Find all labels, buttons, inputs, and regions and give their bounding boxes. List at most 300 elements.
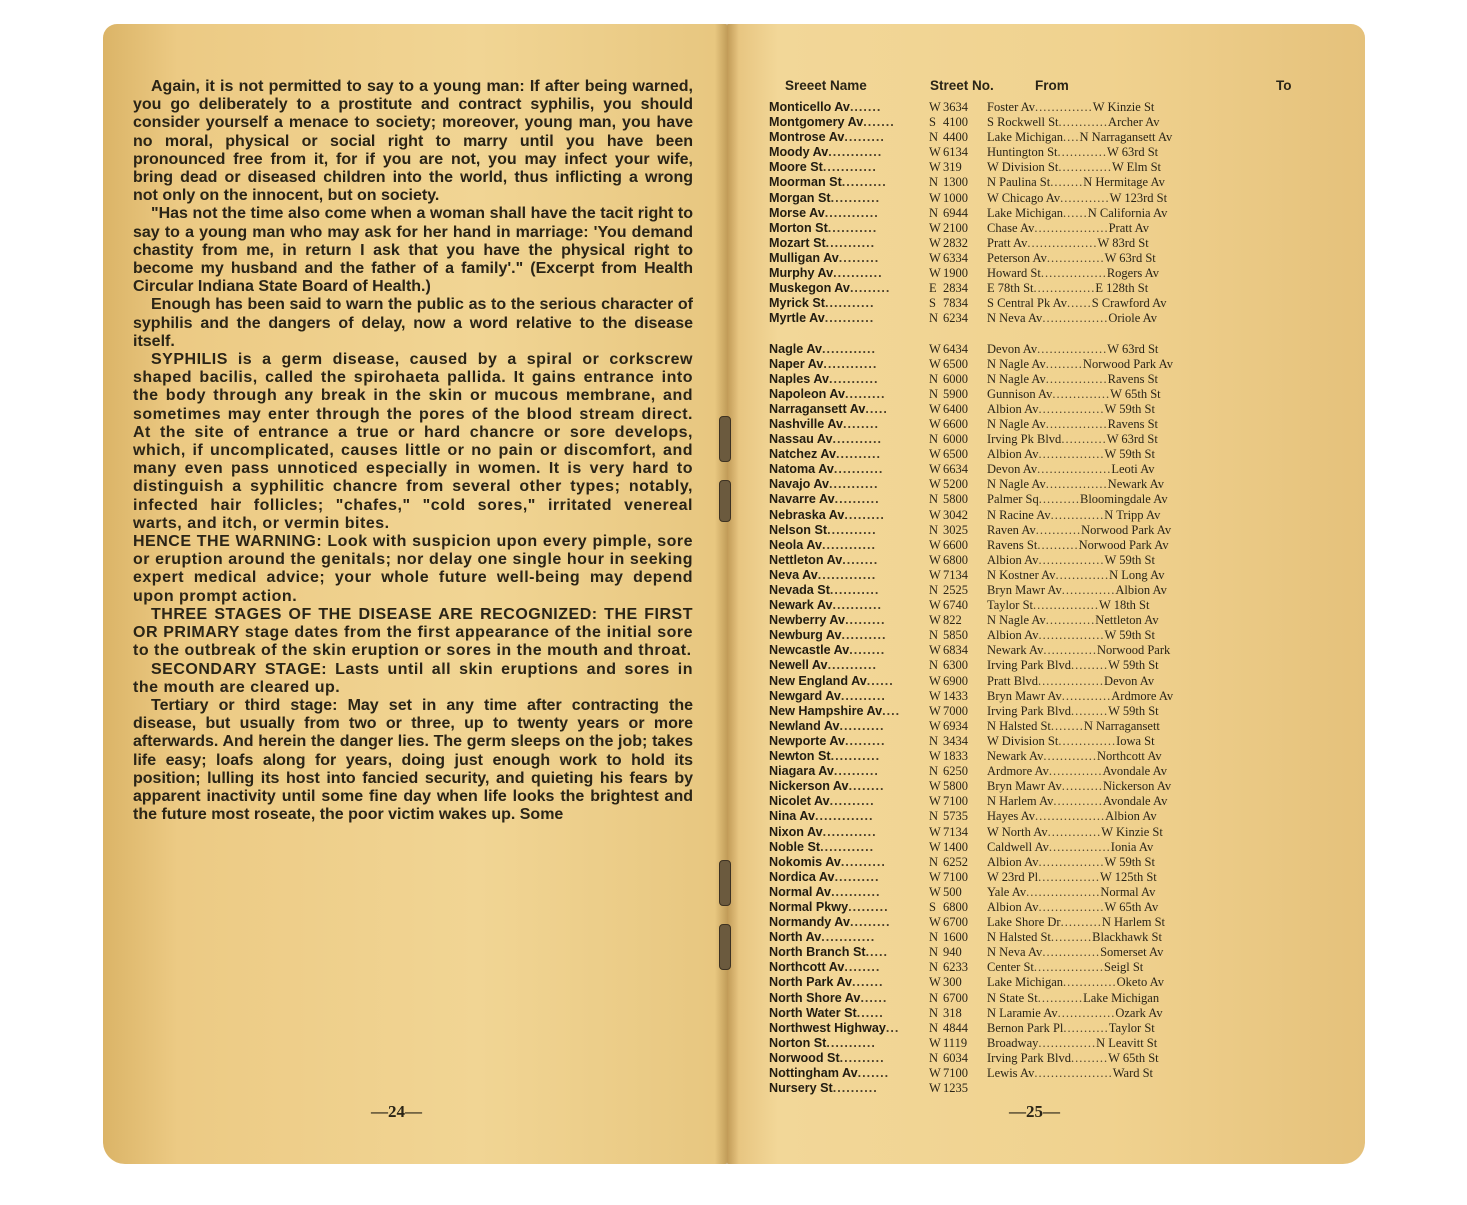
table-row	[769, 1006, 1329, 1021]
street-from: Bryn Mawr Av	[987, 779, 1062, 794]
street-direction: W	[929, 749, 941, 764]
street-from: Albion Av	[987, 401, 1039, 416]
street-name	[769, 885, 929, 900]
street-from: Newark Av	[987, 749, 1044, 764]
leader-dots: ............	[821, 341, 876, 356]
street-from-to	[987, 175, 1277, 190]
table-row	[769, 915, 1329, 930]
street-name	[769, 794, 929, 809]
leader-dots: ..........	[839, 1050, 885, 1065]
street-name	[769, 613, 929, 628]
street-number: 4400	[943, 130, 968, 145]
street-direction: W	[929, 703, 941, 718]
street-from: N Racine Av	[987, 507, 1051, 522]
street-name	[769, 236, 929, 251]
street-name	[769, 311, 929, 326]
street-name-text: Nickerson Av	[769, 779, 849, 794]
table-row	[769, 191, 1329, 206]
leader-dots: .......	[852, 975, 884, 990]
street-name-text: Newell Av	[769, 658, 828, 673]
street-name	[769, 960, 929, 975]
street-number: 318	[943, 1005, 962, 1020]
section-gap	[769, 326, 1329, 341]
street-from: Yale Av	[987, 884, 1027, 899]
street-direction: N	[929, 175, 939, 190]
street-from: Ravens St	[987, 537, 1038, 552]
table-row	[769, 115, 1329, 130]
street-direction: N	[929, 205, 939, 220]
street-name-text: Narragansett Av	[769, 401, 866, 416]
street-number: 6944	[943, 205, 968, 220]
street-to: W 59th St	[1104, 401, 1155, 416]
street-name-text: Monticello Av	[769, 100, 850, 114]
table-row	[769, 975, 1329, 990]
street-direction: W	[929, 250, 941, 265]
table-row	[769, 583, 1329, 598]
table-row	[769, 221, 1329, 236]
street-name	[769, 870, 929, 885]
street-name	[769, 372, 929, 387]
leader-dots: .............	[1047, 824, 1102, 839]
street-number: 6740	[943, 598, 968, 613]
leader-dots: ..........	[1038, 492, 1080, 507]
street-number: 1119	[943, 1035, 968, 1050]
leader-dots: ............	[1061, 688, 1112, 703]
leader-dots: ............	[821, 930, 876, 945]
street-from: Lake Michigan	[987, 130, 1064, 145]
leader-dots: ..........	[841, 628, 887, 643]
leader-dots: ................	[1038, 628, 1105, 643]
street-number: 6034	[943, 1050, 968, 1065]
street-direction: W	[929, 1066, 941, 1080]
street-direction: W	[929, 235, 941, 250]
street-from-to	[987, 960, 1277, 975]
street-name-text: Norton St	[769, 1035, 827, 1050]
street-name	[769, 643, 929, 658]
street-name	[769, 674, 929, 689]
street-name	[769, 402, 929, 417]
street-from: Pratt Blvd	[987, 673, 1039, 688]
header-street-name: Sreeet Name	[785, 78, 867, 93]
paragraph-three-stages: THREE STAGES OF THE DISEASE ARE RECOGNIZED: THE FIRST OR PRIMARY stage dates from the first appearance of the initial sore to the outbreak of the skin eruption or sores in the mouth and throat.	[133, 605, 693, 660]
table-row	[769, 1081, 1329, 1096]
leader-dots: .......	[849, 100, 882, 114]
leader-dots: ..................	[1037, 462, 1112, 477]
leader-dots: ...........	[828, 371, 879, 386]
leader-dots: ..............	[1038, 1035, 1097, 1050]
table-row	[769, 251, 1329, 266]
street-name	[769, 945, 929, 960]
leader-dots: ...........	[833, 266, 883, 281]
street-to: N Tripp Av	[1104, 507, 1161, 522]
leader-dots: ..............	[1057, 1005, 1116, 1020]
street-to: Archer Av	[1108, 115, 1160, 130]
table-row	[769, 538, 1329, 553]
leader-dots: .........	[845, 386, 886, 401]
street-from: W 23rd Pl	[987, 869, 1039, 884]
street-from: Lewis Av	[987, 1066, 1035, 1080]
paragraph-1: Again, it is not permitted to say to a young man: If after being warned, you go deliberately to a prostitute and contract syphilis, you should consider yourself a menace to society; moreover, young man, you have no moral, physical or social right to marry until you have been pronounced free from it, for if you are not, you may infect your wife, bring dead or diseased children into the world, thus inflicting a wrong not only on the innocent, but on society.	[133, 78, 693, 205]
table-row	[769, 658, 1329, 673]
table-row	[769, 960, 1329, 975]
table-row	[769, 236, 1329, 251]
leader-dots: .........	[845, 733, 886, 748]
street-number: 5800	[943, 492, 968, 507]
street-direction: N	[929, 1005, 939, 1020]
street-from-to	[987, 160, 1277, 175]
street-name	[769, 462, 929, 477]
street-from-to	[987, 206, 1277, 221]
street-name-text: Nevada St	[769, 583, 830, 597]
street-name	[769, 628, 929, 643]
left-page-text	[133, 78, 693, 824]
street-to: Taylor St	[1108, 1020, 1155, 1035]
street-name	[769, 840, 929, 855]
street-from: Caldwell Av	[987, 839, 1049, 854]
street-to: W 59th St	[1108, 703, 1159, 718]
table-row	[769, 779, 1329, 794]
street-from: Huntington St	[987, 145, 1058, 160]
street-from-to	[987, 825, 1277, 840]
leader-dots: .........	[849, 915, 891, 930]
street-number: 6234	[943, 311, 968, 326]
street-from: W Division St	[987, 733, 1059, 748]
binding-gutter	[715, 24, 739, 1164]
street-from-to	[987, 855, 1277, 870]
street-from: Irving Park Blvd	[987, 703, 1072, 718]
leader-dots: ........	[1050, 718, 1084, 733]
street-name	[769, 1081, 929, 1096]
street-from: N Halsted St	[987, 718, 1051, 733]
street-direction: N	[929, 628, 939, 643]
table-row	[769, 991, 1329, 1006]
street-name	[769, 1006, 929, 1021]
leader-dots: ....	[882, 703, 901, 718]
street-name-text: Nottingham Av	[769, 1066, 858, 1080]
leader-dots: ............	[1045, 613, 1096, 628]
street-name	[769, 432, 929, 447]
leader-dots: ............	[822, 824, 877, 839]
street-name	[769, 764, 929, 779]
leader-dots: ...	[885, 1020, 900, 1035]
street-name-text: Normal Pkwy	[769, 899, 849, 914]
street-name	[769, 1051, 929, 1066]
table-row	[769, 296, 1329, 311]
street-to: N Harlem St	[1101, 915, 1166, 930]
leader-dots: ...........	[831, 884, 881, 899]
street-from: Devon Av	[987, 462, 1038, 477]
street-name-text: Mozart St	[769, 235, 826, 250]
leader-dots: ...........	[830, 190, 881, 205]
street-from-to	[987, 900, 1277, 915]
street-direction: W	[929, 613, 941, 628]
leader-dots: .....	[865, 401, 888, 416]
street-name	[769, 855, 929, 870]
leader-dots: ............	[823, 356, 878, 371]
leader-dots: ...........	[1061, 432, 1107, 447]
leader-dots: ...............	[1033, 281, 1096, 296]
street-name	[769, 598, 929, 613]
street-from: W Chicago Av	[987, 190, 1061, 205]
street-to: Ionia Av	[1110, 839, 1154, 854]
street-from: N Halsted St	[987, 930, 1051, 945]
street-name	[769, 508, 929, 523]
street-from: W North Av	[987, 824, 1048, 839]
table-row	[769, 734, 1329, 749]
street-name-text: Navarre Av	[769, 492, 835, 507]
street-to: Somerset Av	[1100, 945, 1164, 960]
street-to: Blackhawk St	[1092, 930, 1162, 945]
street-to: N Narragansett	[1083, 718, 1160, 733]
leader-dots: ..........	[833, 764, 879, 779]
leader-dots: ..........	[834, 492, 880, 507]
street-to: Nettleton Av	[1095, 613, 1159, 628]
street-direction: N	[929, 930, 939, 945]
street-directory-table	[769, 100, 1329, 1096]
paragraph-2: "Has not the time also come when a woman shall have the tacit right to say to a young man who may ask for her hand in marriage: 'You demand chastity from me, in return I ask that you have the physical right to become my husband and the father of a family'." (Excerpt from Health Circular Indiana State Board of Health.)	[133, 205, 693, 296]
street-direction: W	[929, 401, 941, 416]
street-from-to	[987, 734, 1277, 749]
leader-dots: ..........	[840, 688, 886, 703]
street-from: N State St	[987, 990, 1038, 1005]
right-page	[727, 24, 1365, 1164]
table-row	[769, 145, 1329, 160]
street-from-to	[987, 236, 1277, 251]
street-number: 7834	[943, 296, 968, 311]
header-from: From	[1035, 78, 1069, 93]
leader-dots: ...........	[827, 658, 878, 673]
leader-dots: .......	[863, 115, 895, 130]
table-row	[769, 643, 1329, 658]
street-direction: W	[929, 160, 941, 175]
leader-dots: .............	[1048, 764, 1103, 779]
leader-dots: ..............	[1042, 945, 1101, 960]
street-from: N Nagle Av	[987, 613, 1046, 628]
leader-dots: ........	[844, 960, 881, 975]
street-to: W 125th St	[1100, 869, 1157, 884]
street-to: W 59th St	[1104, 628, 1155, 643]
street-name-text: Nassau Av	[769, 432, 833, 447]
table-row	[769, 357, 1329, 372]
street-number: 3634	[943, 100, 968, 114]
street-direction: N	[929, 130, 939, 145]
street-direction: W	[929, 779, 941, 794]
leader-dots: ......	[856, 1005, 884, 1020]
street-direction: W	[929, 356, 941, 371]
street-number: 1600	[943, 930, 968, 945]
paragraph-secondary: SECONDARY STAGE: Lasts until all skin eruptions and sores in the mouth are cleared up.	[133, 660, 693, 696]
street-from: Lake Shore Dr	[987, 915, 1061, 930]
leader-dots: ................	[1038, 552, 1105, 567]
street-number: 3025	[943, 522, 968, 537]
street-from-to	[987, 221, 1277, 236]
street-direction: W	[929, 341, 941, 356]
street-from-to	[987, 538, 1277, 553]
street-from-to	[987, 1081, 1277, 1096]
street-name	[769, 553, 929, 568]
street-to: W 83rd St	[1097, 235, 1149, 250]
leader-dots: ..............	[1052, 386, 1111, 401]
street-direction: W	[929, 537, 941, 552]
leader-dots: .........	[845, 613, 886, 628]
leader-dots: ..............	[1035, 100, 1093, 114]
street-number: 6700	[943, 915, 968, 930]
paragraph-tertiary: Tertiary or third stage: May set in any time after contracting the disease, but usually from two or three, up to twenty years or more afterwards. And herein the danger lies. The germ sleeps on the job; takes life easy; loafs along for years, doing just enough work to hold its position; lulling its host into fancied security, and quieting his fears by apparent inactivity until some fine day when life looks the brightest and the future most roseate, the poor victim wakes up. Some	[133, 696, 693, 824]
street-name	[769, 719, 929, 734]
leader-dots: ..........	[1060, 915, 1102, 930]
table-row	[769, 945, 1329, 960]
street-from-to	[987, 1051, 1277, 1066]
street-number: 1400	[943, 839, 968, 854]
street-number: 6400	[943, 401, 968, 416]
street-to: Normal Av	[1100, 884, 1156, 899]
leader-dots: ...........	[1035, 522, 1082, 537]
leader-dots: ..........	[840, 854, 886, 869]
street-name	[769, 417, 929, 432]
street-number: 7100	[943, 869, 968, 884]
street-name-text: Nokomis Av	[769, 854, 841, 869]
leader-dots: ............	[1053, 794, 1103, 809]
street-to: Ravens St	[1107, 416, 1159, 431]
street-from: N Neva Av	[987, 945, 1043, 960]
street-from: Gunnison Av	[987, 386, 1053, 401]
street-to: W 18th St	[1099, 598, 1150, 613]
street-name	[769, 296, 929, 311]
street-direction: S	[929, 296, 936, 311]
page-number-right: —25—	[1009, 1102, 1060, 1121]
street-to: W 63rd St	[1106, 432, 1158, 447]
leader-dots: .............	[1063, 975, 1117, 990]
street-to: W 63rd St	[1104, 250, 1156, 265]
leader-dots: ......	[1063, 205, 1088, 220]
street-number: 1433	[943, 688, 968, 703]
leader-dots: ...........	[824, 311, 875, 326]
table-row	[769, 840, 1329, 855]
street-direction: N	[929, 522, 939, 537]
street-to: Nickerson Av	[1103, 779, 1172, 794]
street-direction: N	[929, 764, 939, 779]
street-to: Oriole Av	[1108, 311, 1158, 326]
street-from: Irving Pk Blvd	[987, 432, 1062, 447]
leader-dots: .............	[1055, 567, 1110, 582]
table-row	[769, 704, 1329, 719]
street-name-text: Montgomery Av	[769, 115, 864, 130]
street-direction: N	[929, 990, 939, 1005]
leader-dots: ......	[1066, 296, 1092, 311]
street-from: N Kostner Av	[987, 567, 1056, 582]
street-name	[769, 658, 929, 673]
street-name-text: Morgan St	[769, 190, 831, 205]
leader-dots: ..........	[841, 175, 887, 190]
street-name-text: Newton St	[769, 749, 831, 764]
street-name	[769, 975, 929, 990]
street-from: Albion Av	[987, 899, 1039, 914]
street-to: N Long Av	[1109, 567, 1165, 582]
leader-dots: ......	[860, 990, 888, 1005]
leader-dots: .............	[817, 567, 877, 582]
leader-dots: ..........	[829, 794, 875, 809]
leader-dots: ..........	[832, 1081, 878, 1096]
leader-dots: ...........	[827, 220, 878, 235]
street-from-to	[987, 281, 1277, 296]
staple-bottom-2	[719, 924, 731, 970]
street-to: N Leavitt St	[1096, 1035, 1158, 1050]
street-name	[769, 1021, 929, 1036]
street-name-text: Morse Av	[769, 205, 825, 220]
table-row	[769, 1066, 1329, 1081]
street-direction: W	[929, 145, 941, 160]
leader-dots: .........	[1071, 1050, 1109, 1065]
street-direction: W	[929, 598, 941, 613]
street-name-text: Moore St	[769, 160, 823, 175]
street-to: Devon Av	[1104, 673, 1155, 688]
street-name	[769, 160, 929, 175]
street-name	[769, 991, 929, 1006]
leader-dots: ...........	[828, 477, 879, 492]
street-from: Bryn Mawr Av	[987, 583, 1062, 597]
street-to: W 123rd St	[1109, 190, 1168, 205]
table-row	[769, 900, 1329, 915]
leader-dots: .........	[849, 281, 891, 296]
street-from-to	[987, 1036, 1277, 1051]
table-row	[769, 855, 1329, 870]
leader-dots: ................	[1038, 673, 1105, 688]
street-from-to	[987, 945, 1277, 960]
leader-dots: ................	[1040, 266, 1107, 281]
street-name-text: Myrick St	[769, 296, 825, 311]
leader-dots: ...........	[832, 598, 882, 613]
street-number: 6334	[943, 250, 968, 265]
street-direction: W	[929, 794, 941, 809]
street-direction: N	[929, 311, 939, 326]
street-from-to	[987, 296, 1277, 311]
street-from: N Paulina St	[987, 175, 1051, 190]
street-name-text: Neola Av	[769, 537, 822, 552]
table-row	[769, 342, 1329, 357]
street-number: 6500	[943, 447, 968, 462]
street-direction: N	[929, 658, 939, 673]
street-from-to	[987, 447, 1277, 462]
street-to: Pratt Av	[1108, 220, 1149, 235]
street-name	[769, 281, 929, 296]
street-name-text: Newgard Av	[769, 688, 841, 703]
street-name-text: Nicolet Av	[769, 794, 830, 809]
leader-dots: .........	[1045, 356, 1083, 371]
street-direction: W	[929, 507, 941, 522]
street-name	[769, 175, 929, 190]
street-from: Howard St	[987, 266, 1041, 281]
street-name-text: North Park Av	[769, 975, 853, 990]
street-name-text: Morton St	[769, 220, 828, 235]
street-from: Broadway	[987, 1035, 1039, 1050]
street-from: Hayes Av	[987, 809, 1036, 824]
street-name-text: Niagara Av	[769, 764, 834, 779]
leader-dots: .............	[1061, 583, 1116, 597]
staple-top-2	[719, 480, 731, 522]
street-direction: N	[929, 1020, 939, 1035]
street-from-to	[987, 885, 1277, 900]
street-from-to	[987, 975, 1277, 990]
street-name	[769, 809, 929, 824]
street-name-text: Moody Av	[769, 145, 829, 160]
street-direction: N	[929, 583, 939, 597]
street-number: 6000	[943, 371, 968, 386]
street-from-to	[987, 372, 1277, 387]
street-name-text: Northcott Av	[769, 960, 845, 975]
street-name-text: Nina Av	[769, 809, 815, 824]
table-row	[769, 1051, 1329, 1066]
street-name-text: Newark Av	[769, 598, 833, 613]
